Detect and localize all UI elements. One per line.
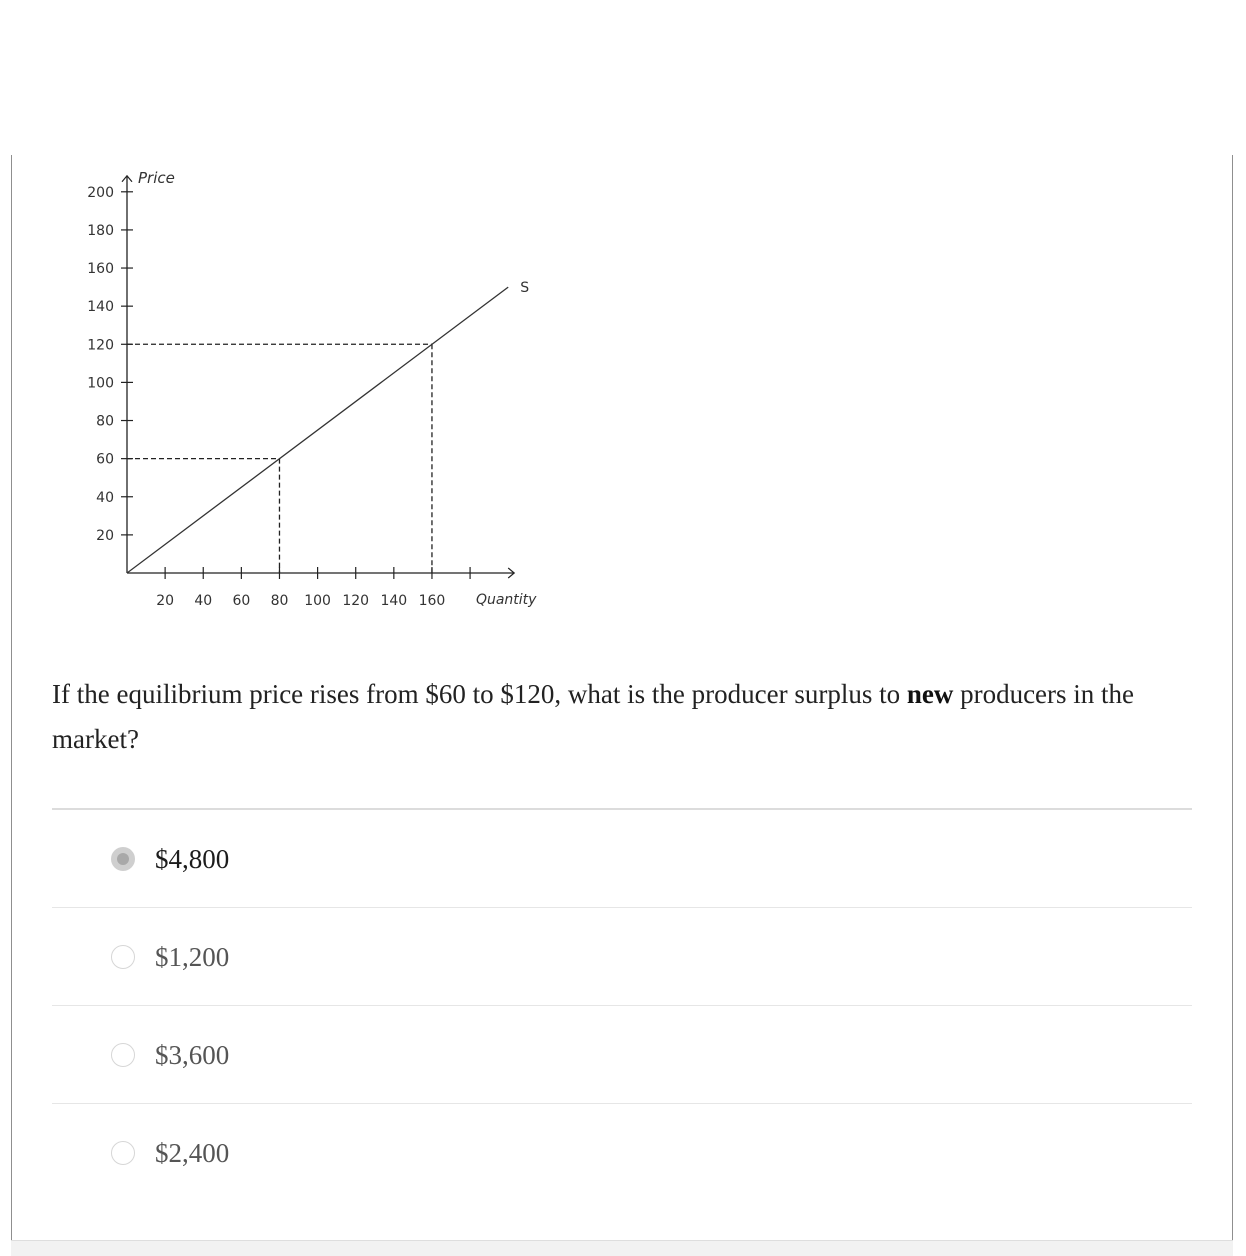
x-tick-label: 140 (380, 593, 408, 609)
answer-option-4[interactable] (52, 1104, 1192, 1202)
y-tick-label: 140 (87, 299, 114, 316)
question-emphasis: new (906, 679, 954, 709)
supply-chart-svg (60, 158, 560, 618)
x-tick-label: 40 (194, 593, 213, 609)
radio-button-selected[interactable] (111, 847, 135, 871)
answer-option-2[interactable] (52, 908, 1192, 1006)
question-text-before: If the equilibrium price rises from $60 to $120, what is the producer surplus to (52, 679, 907, 709)
y-tick-label: 160 (87, 261, 114, 278)
y-tick-label: 40 (96, 489, 114, 506)
radio-button[interactable] (111, 945, 135, 969)
y-tick-label: 120 (87, 337, 114, 354)
x-tick-label: 60 (232, 593, 251, 609)
card-footer (11, 1240, 1233, 1256)
x-tick-label: 80 (270, 593, 289, 609)
y-tick-label: 60 (96, 451, 114, 468)
x-axis-title: Quantity (475, 592, 537, 608)
answer-option-label: $1,200 (155, 942, 230, 972)
answer-option-1[interactable] (52, 810, 1192, 908)
supply-curve-label: S (520, 280, 530, 297)
y-tick-label: 200 (87, 184, 114, 201)
question-text (52, 672, 1197, 762)
answer-option-3[interactable] (52, 1006, 1192, 1104)
supply-chart (60, 158, 560, 618)
x-tick-label: 20 (156, 593, 175, 609)
x-tick-label: 120 (342, 593, 370, 609)
y-tick-label: 100 (87, 375, 114, 392)
y-tick-label: 80 (96, 413, 114, 430)
answer-option-label: $4,800 (155, 844, 230, 874)
supply-curve (127, 287, 508, 573)
answer-option-label: $3,600 (155, 1040, 230, 1070)
y-axis-title: Price (138, 168, 175, 187)
y-tick-label: 20 (96, 527, 114, 544)
radio-button[interactable] (111, 1043, 135, 1067)
y-tick-label: 180 (87, 222, 114, 239)
answer-option-label: $2,400 (155, 1138, 230, 1168)
radio-button[interactable] (111, 1141, 135, 1165)
x-tick-label: 100 (304, 593, 331, 609)
question-text-after: producers in the market? (52, 679, 1135, 754)
x-tick-label: 160 (418, 593, 446, 609)
